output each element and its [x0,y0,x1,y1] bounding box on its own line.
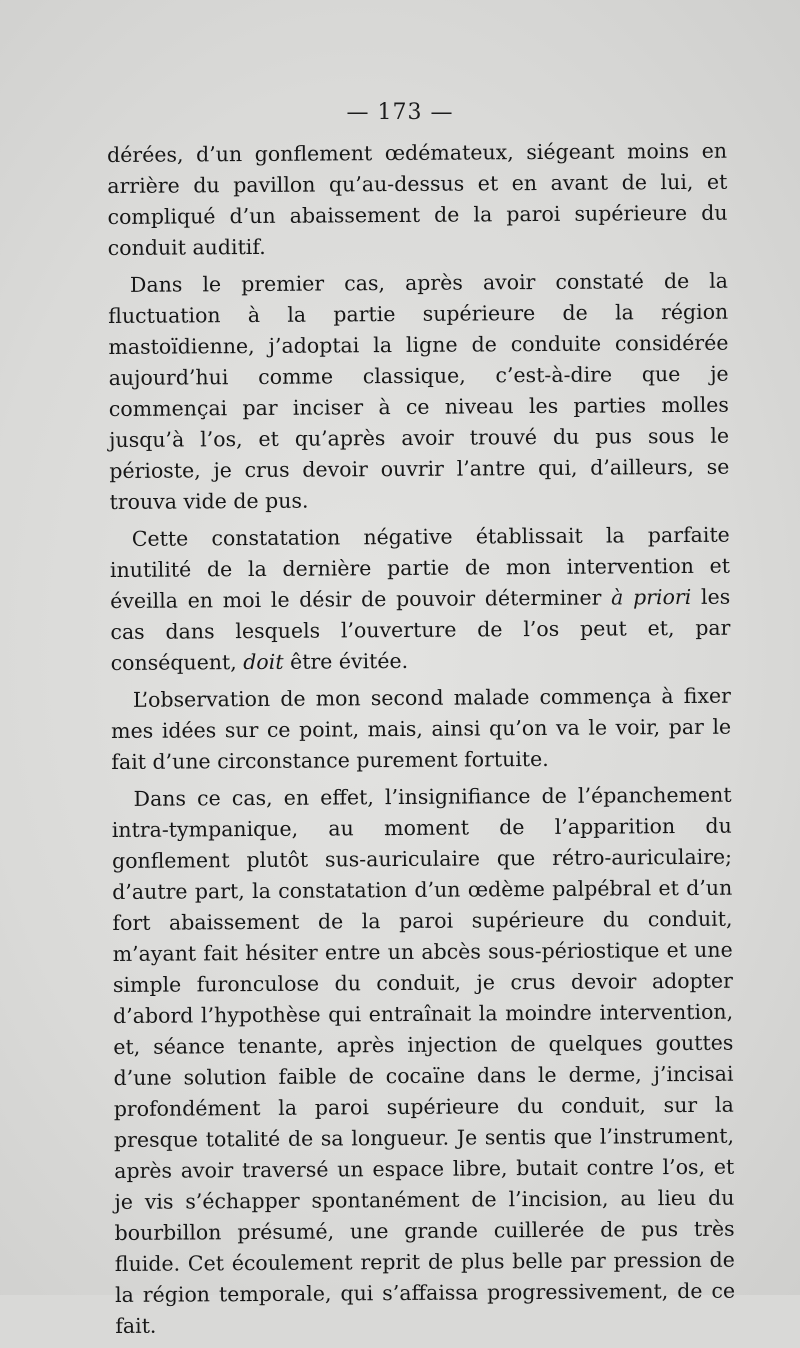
text-run: les cas dans lesquels l’ouverture de l’os peut et, par conséquent, [110,584,731,675]
italic-a-priori: à priori [611,584,692,610]
italic-doit: doit [243,649,284,675]
paragraph-negative-finding [110,520,731,679]
paragraph-continuation: dérées, d’un gonflement œdémateux, siégeant moins en arrière du pavillon qu’au-dessus et en avant de lui, et compliqué d’un abaissement de la paroi supérieure du conduit auditif. [107,138,728,260]
paragraph-second-patient: L’observation de mon second malade commença à fixer mes idées sur ce point, mais, ainsi qu’on va le voir, par le fait d’une circonstance purement fortuite. [111,683,732,774]
text-run: être évitée. [283,648,409,674]
page-number: — 173 — [346,100,454,125]
body-text [107,136,735,1348]
text-run: Cette constatation négative établissait la parfaite inutilité de la dernière partie de mon intervention et éveilla en moi le désir de pouvoir déterminer [109,522,731,613]
paragraph-first-case: Dans le premier cas, après avoir constaté de la fluctuation à la partie supérieure de la région mastoïdienne, j’adoptai la ligne de conduite considérée aujourd’hui comme classique, c’est-à-dire que je commençai par inciser à ce niveau les parties molles jusqu’à l’os, et qu’après avoir trouvé du pus sous le périoste, je crus devoir ouvrir l’antre qui, d’ailleurs, se trouva vide de pus. [108,268,730,514]
paragraph-second-case: Dans ce cas, en effet, l’insignifiance de l’épanchement intra-tympanique, au moment de l’apparition du gonflement plutôt sus-auriculaire que rétro-auriculaire; d’autre part, la constatation d’un œdème palpébral et d’un fort abaissement de la paroi supérieure du conduit, m’ayant fait hésiter entre un abcès sous-périostique et une simple furonculose du conduit, je crus devoir adopter d’abord l’hypothèse qui entraînait la moindre intervention, et, séance tenante, après injection de quelques gouttes d’une solution faible de cocaïne dans le derme, j’incisai profondément la paroi supérieure du conduit, sur la presque totalité de sa longueur. Je sentis que l’instrument, après avoir traversé un espace libre, butait contre l’os, et je vis s’échapper spontanément de l’incision, au lieu du bourbillon présumé, une grande cuillerée de pus très fluide. Cet écoulement reprit de plus belle par pression de la région temporale, qui s’affaissa progressivement, de ce fait. [111,782,736,1338]
